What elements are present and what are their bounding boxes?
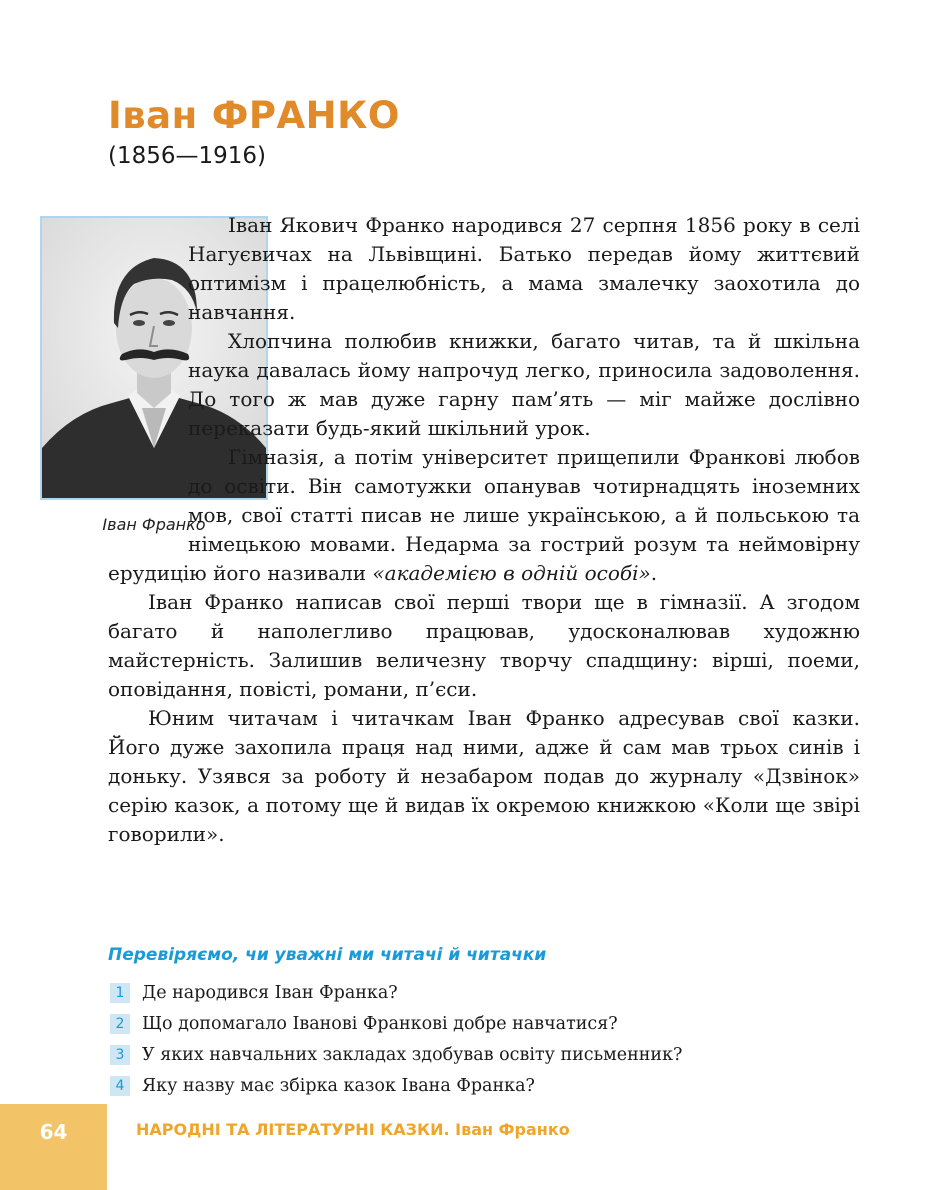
portrait-float-spacer <box>0 211 188 557</box>
question-item <box>110 1008 682 1039</box>
paragraph-3-tail: . <box>650 561 658 585</box>
biography-paragraph-2: Хлопчина полюбив книжки, багато читав, та й шкільна наука давалась йому напрочуд легко, приносила задоволення. До того ж мав дуже гарну пам’ять — міг майже дослівно переказати будь-який шкільний урок. <box>188 329 860 440</box>
question-number: 4 <box>110 1076 130 1096</box>
questions-list <box>110 977 682 1101</box>
question-item <box>110 1070 682 1101</box>
question-number: 1 <box>110 983 130 1003</box>
running-footer-title: НАРОДНІ ТА ЛІТЕРАТУРНІ КАЗКИ. Іван Франко <box>136 1120 570 1139</box>
paragraph-3-italic-quote: «академією в одній особі» <box>372 561 651 585</box>
question-item <box>110 977 682 1008</box>
question-text: Що допомагало Іванові Франкові добре навчатися? <box>142 1013 618 1034</box>
biography-paragraph-3 <box>108 443 860 588</box>
questions-heading: Перевіряємо, чи уважні ми читачі й читачки <box>108 945 547 965</box>
question-text: Де народився Іван Франка? <box>142 982 398 1003</box>
biography-paragraph-1: Іван Якович Франко народився 27 серпня 1856 року в селі Нагуєвичах на Львівщині. Батько передав йому життєвий оптимізм і працелюбність, а мама змалечку заохотила до навчання. <box>188 213 860 324</box>
portrait-caption: Іван Франко <box>102 515 206 534</box>
title-first-name: Іван <box>108 94 198 137</box>
title-last-name: ФРАНКО <box>211 94 400 137</box>
biography-text <box>108 211 860 849</box>
question-number: 3 <box>110 1045 130 1065</box>
page-number-band <box>0 1104 107 1190</box>
page-number: 64 <box>39 1120 68 1144</box>
paragraph-3-text: Гімназія, а потім університет прищепили Франкові любов до освіти. Він самотужки опанував чотирнадцять іноземних мов, свої статті писав не лише українською, а й польською та німецькою мовами. Недарма за гострий розум та неймовірну ерудицію його називали <box>108 445 860 585</box>
author-title <box>108 94 400 137</box>
question-number: 2 <box>110 1014 130 1034</box>
biography-paragraph-4: Іван Франко написав свої перші твори ще в гімназії. А згодом багато й наполегливо працював, удосконалював художню майстерність. Залишив величезну творчу спадщину: вірші, поеми, оповідання, повісті, романи, п’єси. <box>108 590 860 701</box>
question-text: Яку назву має збірка казок Івана Франка? <box>142 1075 535 1096</box>
question-item <box>110 1039 682 1070</box>
question-text: У яких навчальних закладах здобував освіту письменник? <box>142 1044 683 1065</box>
biography-paragraph-5: Юним читачам і читачкам Іван Франко адресував свої казки. Його дуже захопила праця над ними, адже й сам мав трьох синів і доньку. Узявся за роботу й незабаром подав до журналу «Дзвінок» серію казок, а потому ще й видав їх окремою книжкою «Коли ще звірі говорили». <box>108 706 860 846</box>
author-life-dates: (1856—1916) <box>108 143 267 169</box>
